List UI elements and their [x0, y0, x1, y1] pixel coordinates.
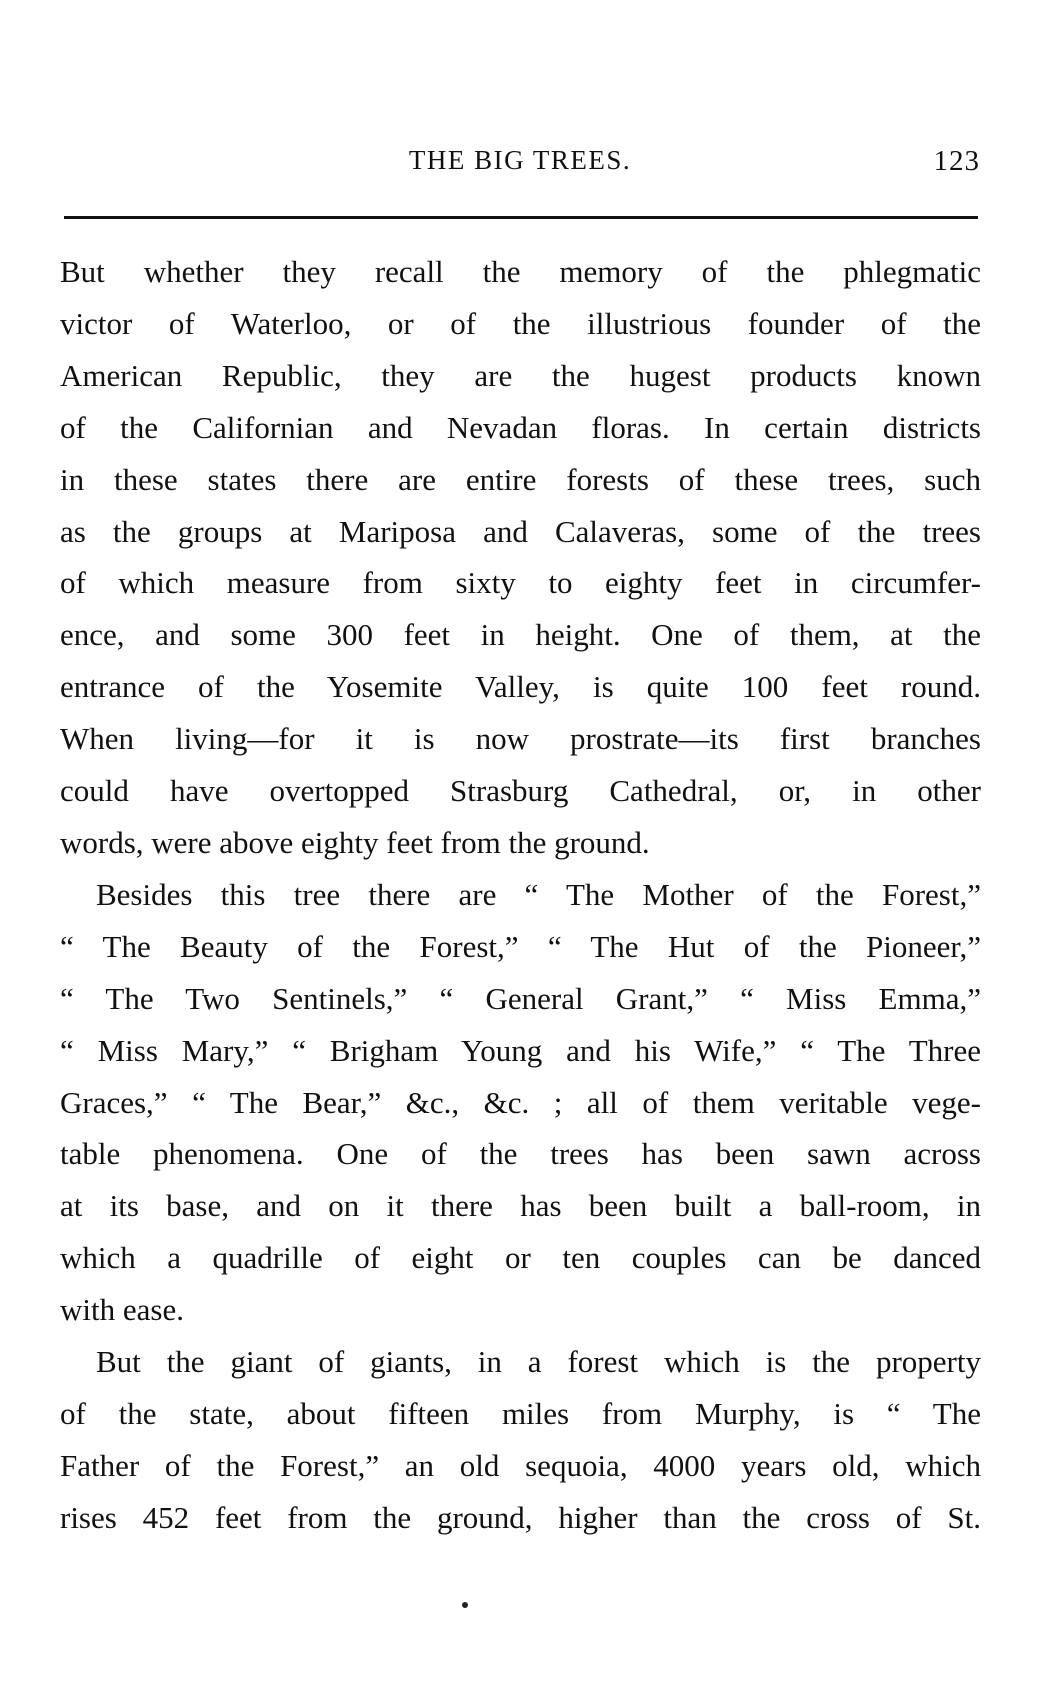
- page-number: 123: [933, 145, 980, 177]
- text-line: of the state, about fifteen miles from Murphy, is “ The: [60, 1395, 981, 1431]
- text-line: American Republic, they are the hugest products known: [60, 357, 981, 393]
- text-line: “ The Two Sentinels,” “ General Grant,” “ Miss Emma,”: [60, 980, 981, 1016]
- text-line: Graces,” “ The Bear,” &c., &c. ; all of them veritable vege-: [60, 1084, 981, 1120]
- text-line: as the groups at Mariposa and Calaveras, some of the trees: [60, 513, 981, 549]
- text-line: But the giant of giants, in a forest which is the property: [96, 1344, 981, 1380]
- text-line: “ Miss Mary,” “ Brigham Young and his Wife,” “ The Three: [60, 1032, 981, 1068]
- text-line: “ The Beauty of the Forest,” “ The Hut of the Pioneer,”: [60, 928, 981, 964]
- text-line: entrance of the Yosemite Valley, is quite 100 feet round.: [60, 669, 981, 705]
- text-line: at its base, and on it there has been built a ball-room, in: [60, 1188, 981, 1224]
- body-text: [60, 246, 981, 1544]
- text-line: rises 452 feet from the ground, higher than the cross of St.: [60, 1499, 981, 1535]
- text-line: with ease.: [60, 1292, 184, 1328]
- running-title: THE BIG TREES.: [408, 145, 632, 175]
- text-line: table phenomena. One of the trees has been sawn across: [60, 1136, 981, 1172]
- text-line: ence, and some 300 feet in height. One of them, at the: [60, 617, 981, 653]
- header-rule: [64, 216, 978, 219]
- text-line: But whether they recall the memory of the phlegmatic: [60, 254, 981, 289]
- running-head: [60, 145, 980, 185]
- text-line: Besides this tree there are “ The Mother of the Forest,”: [96, 876, 981, 912]
- printer-mark: [462, 1602, 468, 1608]
- text-line: in these states there are entire forests of these trees, such: [60, 461, 981, 497]
- text-line: Father of the Forest,” an old sequoia, 4000 years old, which: [60, 1447, 981, 1483]
- text-line: which a quadrille of eight or ten couples can be danced: [60, 1240, 981, 1276]
- text-line: of the Californian and Nevadan floras. In certain districts: [60, 409, 981, 445]
- text-line: When living—for it is now prostrate—its first branches: [60, 721, 981, 757]
- text-line: of which measure from sixty to eighty feet in circumfer-: [60, 565, 981, 601]
- text-line: could have overtopped Strasburg Cathedral, or, in other: [60, 773, 981, 809]
- text-line: victor of Waterloo, or of the illustrious founder of the: [60, 305, 981, 341]
- text-line: words, were above eighty feet from the ground.: [60, 824, 650, 860]
